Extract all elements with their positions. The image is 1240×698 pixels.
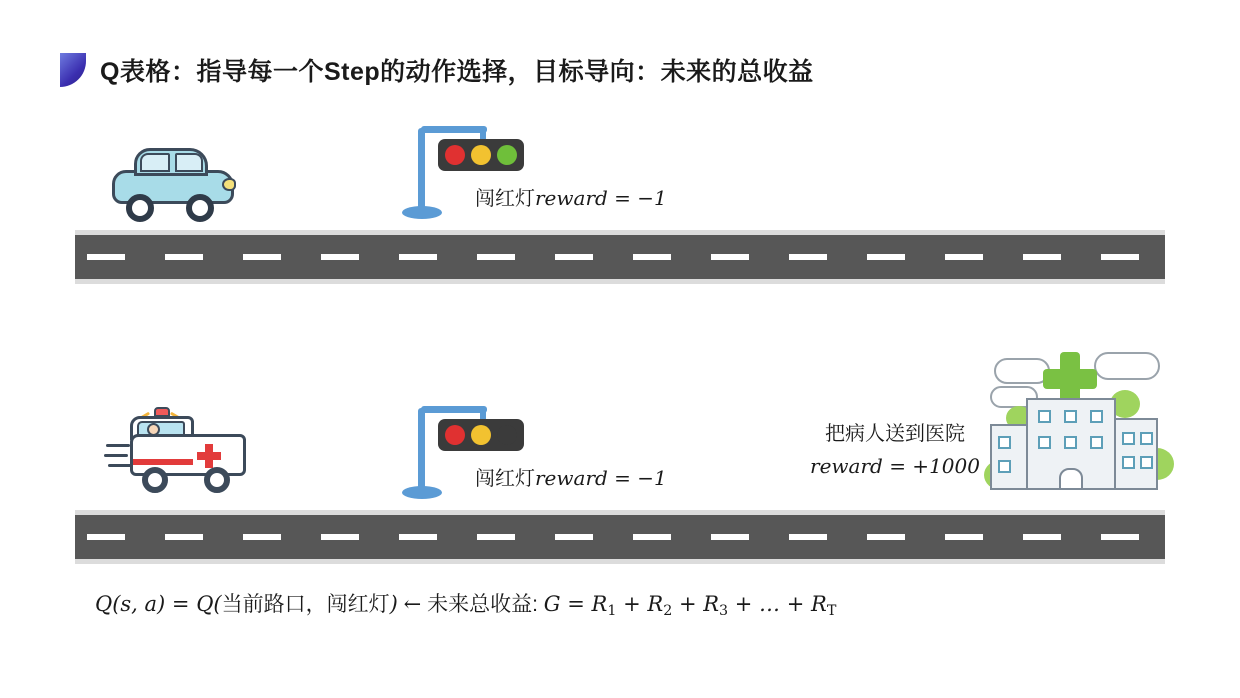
red-lamp [445,145,465,165]
page-title: Q表格：指导每一个Step的动作选择，目标导向：未来的总收益 [100,58,814,86]
caption-bottom-math: reward = −1 [535,466,667,490]
traffic-light-box [438,419,524,451]
formula-g-sub-3: 3 [719,602,729,619]
yellow-lamp [471,145,491,165]
formula-comma: ， [305,593,327,616]
caption-top [475,182,667,211]
formula-g-4: + … + R [728,592,827,616]
caption-bottom-text: 闯红灯 [475,468,535,490]
ambulance-icon [104,412,254,502]
car-wheel-rear [126,194,154,222]
caption-bottom [475,462,667,491]
hospital-wing-right [1112,418,1158,490]
green-lamp [497,145,517,165]
formula-state: 当前路口 [221,593,306,616]
cloud-icon-1 [994,358,1050,384]
speed-line-3 [108,464,132,467]
formula-g-3: + R [672,592,720,616]
traffic-light-arm [421,406,487,413]
traffic-light-arm [421,126,487,133]
formula-g-sub-4: T [826,602,837,619]
hospital-window [1090,436,1103,449]
formula-future-label: 未来总收益: [427,593,538,616]
ambulance-stripe [133,459,193,465]
q-formula [95,588,836,619]
car-headlight [222,178,236,191]
speed-line-1 [106,444,130,447]
green-lamp [497,425,517,445]
hospital-entrance [1059,468,1083,490]
car-window-rear [175,153,203,172]
hospital-cross-horizontal [1043,369,1097,389]
caption-top-math: reward = −1 [535,186,667,210]
formula-close-paren: ) [389,592,398,616]
hospital-window [1038,410,1051,423]
hospital-window [998,460,1011,473]
slide-title [60,52,814,88]
formula-g-2: + R [616,592,664,616]
hospital-icon [990,352,1166,498]
hospital-window [1122,456,1135,469]
traffic-light-pole [418,128,425,210]
car-window-front [140,153,170,172]
car-icon [112,148,242,226]
road-bottom [75,510,1165,564]
formula-g-sub-2: 2 [663,602,673,619]
formula-action: 闯红灯 [326,593,390,616]
road-top [75,230,1165,284]
hospital-window [1090,410,1103,423]
red-cross-icon-horizontal [197,452,221,460]
hospital-window [1122,432,1135,445]
traffic-light-box [438,139,524,171]
formula-lhs: Q(s, a) = Q( [95,592,222,616]
hospital-window [1140,456,1153,469]
bullet-icon [60,53,86,87]
red-lamp [445,425,465,445]
ambulance-wheel-front [204,467,230,493]
cloud-icon-2 [1094,352,1160,380]
speed-line-2 [104,454,128,457]
hospital-goal-caption [805,418,985,482]
car-wheel-front [186,194,214,222]
traffic-light-base [402,486,442,499]
formula-arrow-icon: ← [403,592,422,616]
hospital-goal-reward: reward = +1000 [810,454,980,478]
traffic-light-base [402,206,442,219]
formula-g-sub-1: 1 [607,602,617,619]
hospital-window [1064,436,1077,449]
caption-top-text: 闯红灯 [475,188,535,210]
hospital-window [1038,436,1051,449]
yellow-lamp [471,425,491,445]
hospital-goal-label: 把病人送到医院 [825,423,965,445]
hospital-window [998,436,1011,449]
hospital-window [1140,432,1153,445]
ambulance-wheel-rear [142,467,168,493]
traffic-light-pole [418,408,425,490]
hospital-wing-left [990,424,1030,490]
hospital-window [1064,410,1077,423]
formula-g-1: G = R [543,592,608,616]
